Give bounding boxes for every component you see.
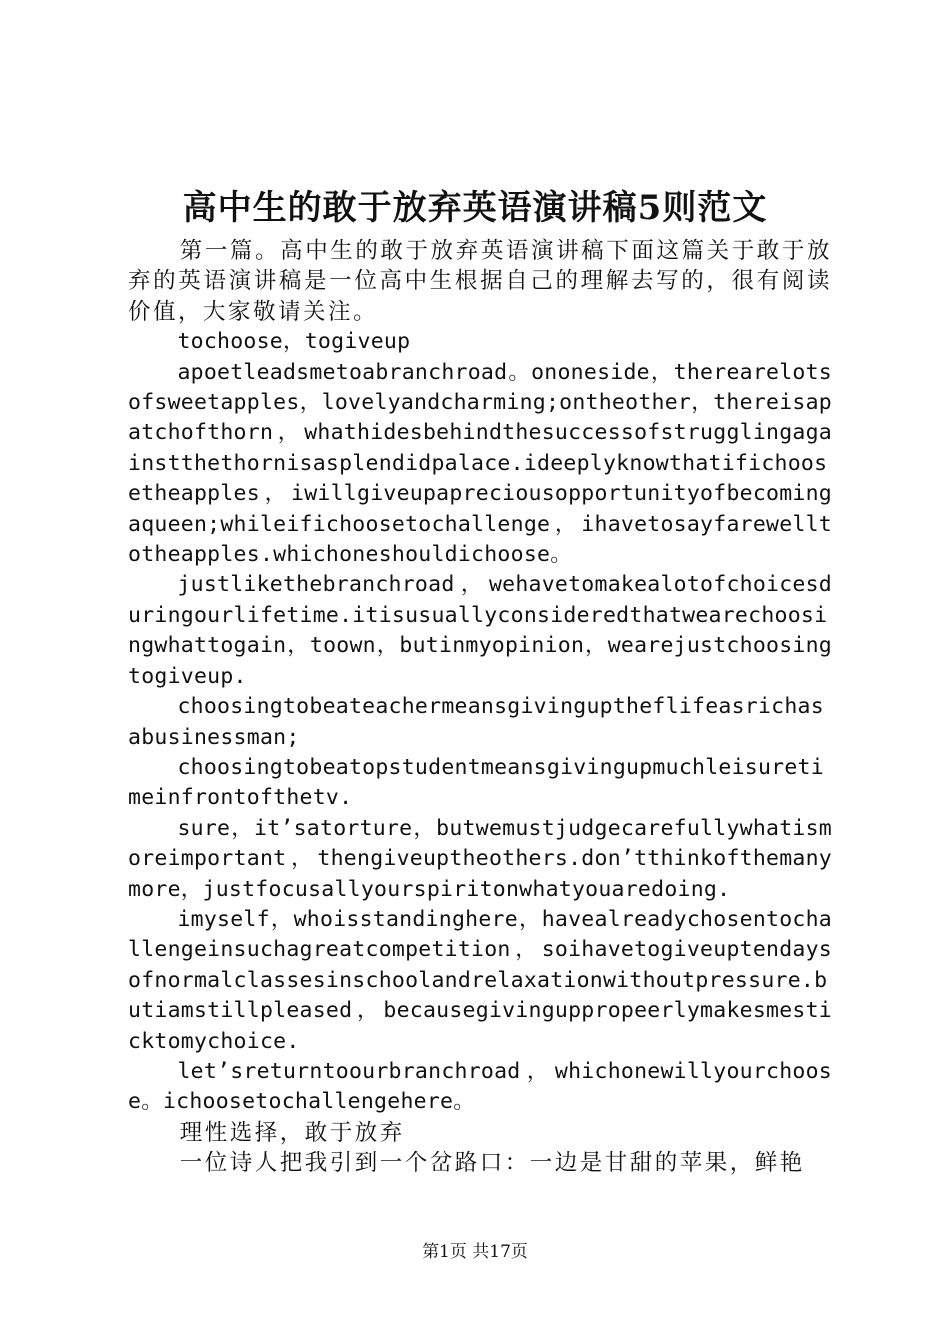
paragraph: sure，it’satorture，butwemustjudgecarefullywhatismoreimportant，thengiveuptheothers.don’tthinkofthemanymore，justfocusallyourspiritonwhatyouaredoing. [128, 815, 832, 902]
paragraph-intro: 第一篇。高中生的敢于放弃英语演讲稿下面这篇关于敢于放弃的英语演讲稿是一位高中生根据自己的理解去写的，很有阅读价值，大家敬请关注。 [128, 238, 832, 325]
paragraph-heading-cn: 理性选择，敢于放弃 [179, 1119, 405, 1146]
paragraph-heading-en: tochoose，togiveup [177, 329, 411, 355]
paragraph: justlikethebranchroad，wehavetomakealotofchoicesduringourlifetime.itisusuallyconsideredthatwearechoosingwhattogain，toown，butinmyopinion，wearejustchoosingtogiveup. [128, 572, 832, 689]
paragraph: choosingtobeateachermeansgivinguptheflifeasrichasabusinessman; [128, 694, 824, 750]
paragraph: imyself，whoisstandinghere，havealreadychosentochallengeinsuchagreatcompetition，soihavetogiveuptendaysofnormalclassesinschoolandrelaxationwithoutpressure.butiamstillpleased，becausegivinguppropeerlymakesmesticktomychoice. [128, 906, 832, 1054]
paragraph: apoetleadsmetoabranchroad。ononeside，therearelotsofsweetapples，lovelyandcharming;ontheother，thereisapatchofthorn，whathidesbehindthesuccessofstrugglingagainstthethornisasplendidpalace.ideeplyknowthatifichoosetheapples，iwillgiveupapreciousopportunityofbecomingaqueen;whileifichoosetochallenge，ihavetosayfarewelltotheapples.whichoneshouldichoose。 [128, 359, 832, 568]
paragraph: 一位诗人把我引到一个岔路口：一边是甘甜的苹果，鲜艳 [179, 1150, 805, 1177]
document-body [128, 236, 832, 1179]
paragraph: let’sreturntoourbranchroad，whichonewillyourchoose。ichoosetochallengehere。 [128, 1058, 832, 1115]
paragraph: choosingtobeatopstudentmeansgivingupmuchleisuretimeinfrontofthetv. [128, 754, 824, 811]
page-number-footer: 第1页 共17页 [422, 1242, 528, 1262]
page-title: 高中生的敢于放弃英语演讲稿5则范文 [182, 188, 768, 228]
